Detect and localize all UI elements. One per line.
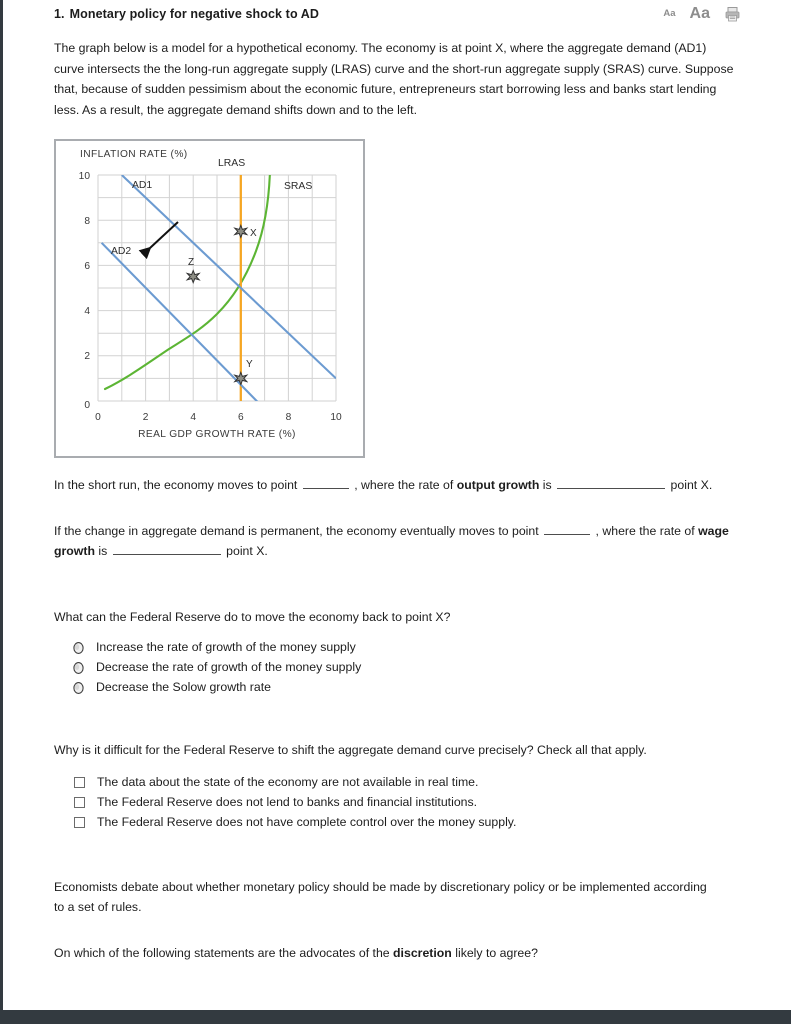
ad1-line xyxy=(122,175,336,378)
chart-svg xyxy=(56,141,363,456)
radio-option-2[interactable] xyxy=(54,658,754,678)
svg-text:6: 6 xyxy=(237,412,244,423)
svg-text:6: 6 xyxy=(84,261,90,272)
fed-action-options xyxy=(54,638,754,698)
short-run-point-blank[interactable] xyxy=(303,475,349,489)
question-number: 1. xyxy=(54,7,65,21)
permanent-text-5: point X. xyxy=(226,544,268,558)
svg-text:4: 4 xyxy=(84,306,90,317)
increase-font-button[interactable]: Aa xyxy=(689,5,710,22)
discretion-prompt-bold: discretion xyxy=(393,945,452,960)
checkbox-icon[interactable] xyxy=(74,797,85,808)
permanent-rate-blank[interactable] xyxy=(113,541,221,555)
question-header xyxy=(54,0,754,28)
radio-option-2-label: Decrease the rate of growth of the money supply xyxy=(96,660,362,675)
radio-icon[interactable] xyxy=(73,662,84,674)
svg-text:8: 8 xyxy=(84,216,90,227)
checkbox-option-2[interactable] xyxy=(54,793,754,813)
svg-text:2: 2 xyxy=(84,351,90,362)
checkbox-option-3[interactable] xyxy=(54,813,754,833)
permanent-change-statement xyxy=(54,521,744,562)
shift-arrow-icon xyxy=(150,222,178,248)
print-icon[interactable] xyxy=(724,6,741,23)
point-x-marker xyxy=(235,225,247,237)
toolbar xyxy=(663,6,754,23)
fed-action-question xyxy=(54,607,754,698)
point-z-label: Z xyxy=(188,257,195,268)
sras-label: SRAS xyxy=(284,181,313,192)
short-run-text-4: point X. xyxy=(670,478,713,492)
point-y-label: Y xyxy=(246,359,253,370)
permanent-text-2: , where the rate xyxy=(595,523,681,538)
fed-difficulty-options xyxy=(54,773,754,833)
fed-difficulty-question xyxy=(54,740,754,833)
short-run-bold: output growth xyxy=(456,478,540,492)
radio-option-3-label: Decrease the Solow growth rate xyxy=(96,680,271,695)
chart-xlabel: REAL GDP GROWTH RATE (%) xyxy=(138,429,296,440)
decrease-font-button[interactable]: Aa xyxy=(663,8,676,20)
short-run-statement xyxy=(54,475,744,496)
short-run-text-2: , where the rate of xyxy=(354,478,454,492)
checkbox-option-2-label: The Federal Reserve does not lend to banks and financial institutions. xyxy=(97,795,478,810)
radio-option-1[interactable] xyxy=(54,638,754,658)
svg-text:0: 0 xyxy=(84,400,90,411)
permanent-point-blank[interactable] xyxy=(544,521,590,535)
discretion-block xyxy=(54,877,754,964)
discretion-paragraph: Economists debate about whether monetary policy should be made by discretionary policy or be implemented according to a set of rules. xyxy=(54,879,707,914)
point-x-label: X xyxy=(250,228,257,239)
checkbox-icon[interactable] xyxy=(74,777,85,788)
chart-ylabel: INFLATION RATE (%) xyxy=(80,149,188,160)
permanent-bold: wage growth xyxy=(54,523,729,558)
checkbox-option-1[interactable] xyxy=(54,773,754,793)
svg-text:0: 0 xyxy=(95,412,101,423)
ad1-label: AD1 xyxy=(132,180,153,191)
question-title-text: Monetary policy for negative shock to AD xyxy=(69,7,320,21)
fed-action-prompt: What can the Federal Reserve do to move the economy back to point X? xyxy=(54,609,451,624)
short-run-rate-blank[interactable] xyxy=(557,475,665,489)
svg-text:10: 10 xyxy=(330,412,342,423)
checkbox-option-3-label: The Federal Reserve does not have complete control over the money supply. xyxy=(97,815,517,830)
checkbox-icon[interactable] xyxy=(74,817,85,828)
chart-xticks xyxy=(95,412,342,423)
discretion-prompt-text-2: likely to agree? xyxy=(455,945,538,960)
radio-icon[interactable] xyxy=(73,682,84,694)
svg-text:4: 4 xyxy=(190,412,197,423)
svg-text:10: 10 xyxy=(78,171,90,182)
chart-yticks xyxy=(79,171,91,411)
page-content xyxy=(54,0,754,963)
permanent-text-4: is xyxy=(98,544,108,558)
discretion-prompt-text-1: On which of the following statements are the advocates of the xyxy=(54,945,390,960)
ad2-label: AD2 xyxy=(111,246,132,257)
svg-text:8: 8 xyxy=(285,412,292,423)
page-title xyxy=(54,7,319,21)
fed-difficulty-prompt: Why is it difficult for the Federal Reserve to shift the aggregate demand curve precisely? Check all that apply. xyxy=(54,742,647,757)
radio-icon[interactable] xyxy=(73,642,84,654)
checkbox-option-1-label: The data about the state of the economy are not available in real time. xyxy=(97,775,479,790)
permanent-text-1: If the change in aggregate demand is permanent, the economy eventually moves to point xyxy=(54,523,539,538)
point-z-marker xyxy=(187,271,199,283)
radio-option-3[interactable] xyxy=(54,678,754,698)
lras-label: LRAS xyxy=(218,158,246,169)
discretion-prompt xyxy=(54,943,754,964)
permanent-text-3: of xyxy=(684,523,695,538)
short-run-text-1: In the short run, the economy moves to point xyxy=(54,478,298,492)
aggregate-demand-supply-chart xyxy=(54,139,365,458)
short-run-text-3: is xyxy=(542,478,552,492)
radio-option-1-label: Increase the rate of growth of the money supply xyxy=(96,640,356,655)
intro-paragraph: The graph below is a model for a hypothetical economy. The economy is at point X, where the aggregate demand (AD1) curve intersects the the long-run aggregate supply (LRAS) curve and the short-run aggregate supply (SRAS) curve. Suppose that, because of sudden pessimism about the economic future, entrepreneurs start borrowing less and banks start lending less. As a result, the aggregate demand shifts down and to the left. xyxy=(54,41,734,117)
svg-text:2: 2 xyxy=(142,412,149,423)
